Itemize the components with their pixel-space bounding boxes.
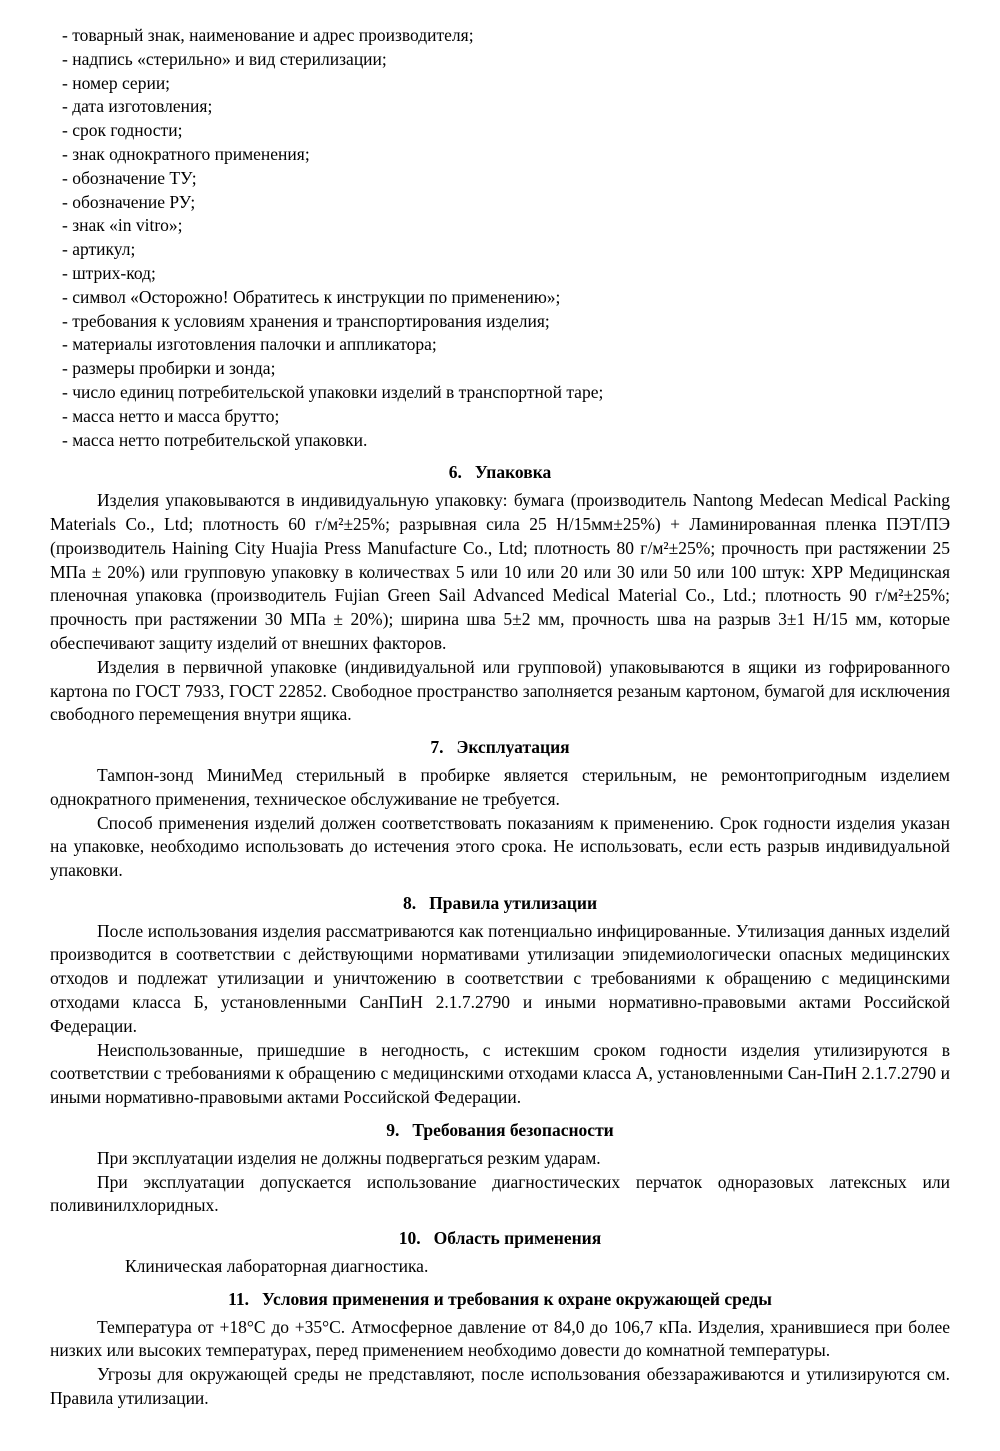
- list-item: - число единиц потребительской упаковки изделий в транспортной таре;: [62, 381, 604, 402]
- paragraph: При эксплуатации изделия не должны подвергаться резким ударам.: [97, 1147, 601, 1168]
- paragraph: При эксплуатации допускается использование диагностических перчаток одноразовых латексных или поливинилхлоридных.: [50, 1171, 950, 1216]
- section-operation: [50, 736, 950, 883]
- list-item: - обозначение РУ;: [62, 191, 196, 212]
- section-title-text: Правила утилизации: [429, 892, 598, 913]
- section-title-text: Условия применения и требования к охране окружающей среды: [261, 1288, 772, 1309]
- list-item: - символ «Осторожно! Обратитесь к инструкции по применению»;: [62, 286, 561, 307]
- section-heading-disposal: [50, 892, 950, 916]
- list-item: - обозначение ТУ;: [62, 167, 197, 188]
- marking-requirements-list: [50, 24, 950, 452]
- list-item: - срок годности;: [62, 120, 183, 141]
- list-item: - номер серии;: [62, 72, 171, 93]
- section-title-text: Область применения: [433, 1228, 602, 1249]
- paragraph: Способ применения изделий должен соответствовать показаниям к применению. Срок годности изделия указан на упаковке, необходимо использовать до истечения этого срока. Не использовать, если есть разрыв индивидуальной упаковки.: [50, 812, 950, 881]
- section-number: 8.: [402, 892, 417, 913]
- list-item: - товарный знак, наименование и адрес производителя;: [62, 25, 474, 45]
- section-heading-application-area: [50, 1227, 950, 1251]
- section-heading-environment: [50, 1288, 950, 1312]
- paragraph: Тампон-зонд МиниМед стерильный в пробирке является стерильным, не ремонтопригодным изделием однократного применения, техническое обслуживание не требуется.: [50, 764, 950, 809]
- section-title-text: Упаковка: [474, 462, 552, 483]
- section-number: 10.: [398, 1228, 421, 1249]
- list-item: - артикул;: [62, 239, 136, 260]
- list-item: - масса нетто и масса брутто;: [62, 405, 280, 426]
- section-application-area: [50, 1227, 950, 1279]
- list-item: - штрих-код;: [62, 262, 156, 283]
- list-item: - требования к условиям хранения и транспортирования изделия;: [62, 310, 550, 331]
- list-item: - размеры пробирки и зонда;: [62, 358, 276, 379]
- section-safety-requirements: [50, 1119, 950, 1218]
- section-heading-operation: [50, 736, 950, 760]
- section-number: 11.: [228, 1288, 249, 1309]
- paragraph: Неиспользованные, пришедшие в негодность, с истекшим сроком годности изделия утилизируются в соответствии с требованиями к обращению с медицинскими отходами класса А, установленными Сан-ПиН 2.1.7.2790 и иными нормативно-правовыми актами Российской Федерации.: [50, 1039, 950, 1108]
- section-title-text: Эксплуатация: [456, 737, 570, 758]
- paragraph: После использования изделия рассматриваются как потенциально инфицированные. Утилизация данных изделий производится в соответствии с действующими нормативами утилизации эпидемиологически опасных медицинских отходов и подлежат утилизации и уничтожению в соответствии с требованиями к обращению с медицинскими отходами класса Б, установленными СанПиН 2.1.7.2790 и иными нормативно-правовыми актами Российской Федерации.: [50, 920, 950, 1036]
- paragraph: Изделия упаковываются в индивидуальную упаковку: бумага (производитель Nantong Medecan Medical Packing Materials Co., Ltd; плотность 60 г/м²±25%; разрывная сила 25 Н/15мм±25%) + Ламинированная пленка ПЭТ/ПЭ (производитель Haining City Huajia Press Manufacture Co., Ltd; плотность 80 г/м²±25%; прочность при растяжении 25 МПа ± 20%) или групповую упаковку в количествах 5 или 10 или 20 или 30 или 50 или 100 штук: ХРР Медицинская пленочная упаковка (производитель Fujian Green Sail Advanced Medical Material Co., Ltd.; плотность 90 г/м²±25%; прочность при растяжении 30 МПа ± 20%); ширина шва 5±2 мм, прочность шва на разрыв 3±1 Н/15 мм, которые обеспечивают защиту изделий от внешних факторов.: [50, 490, 950, 653]
- list-item: - дата изготовления;: [62, 96, 213, 117]
- list-item: - знак «in vitro»;: [62, 215, 183, 236]
- list-item: - знак однократного применения;: [62, 143, 310, 164]
- paragraph: Клиническая лабораторная диагностика.: [125, 1256, 429, 1277]
- section-environment-conditions: [50, 1288, 950, 1411]
- section-number: 9.: [386, 1120, 400, 1141]
- section-number: 7.: [430, 737, 444, 758]
- section-number: 6.: [448, 462, 462, 483]
- section-disposal-rules: [50, 892, 950, 1110]
- paragraph: Изделия в первичной упаковке (индивидуальной или групповой) упаковываются в ящики из гофрированного картона по ГОСТ 7933, ГОСТ 22852. Свободное пространство заполняется резаным картоном, бумагой для исключения свободного перемещения внутри ящика.: [50, 656, 950, 725]
- list-item: - надпись «стерильно» и вид стерилизации;: [62, 48, 387, 69]
- section-title-text: Требования безопасности: [412, 1120, 614, 1141]
- list-item: - материалы изготовления палочки и аппликатора;: [62, 334, 437, 355]
- paragraph: Температура от +18°С до +35°С. Атмосферное давление от 84,0 до 106,7 кПа. Изделия, хранившиеся при более низких или высоких температурах, перед применением необходимо довести до комнатной температуры.: [50, 1316, 950, 1361]
- section-heading-packaging: [50, 461, 950, 485]
- paragraph: Угрозы для окружающей среды не представляют, после использования обеззараживаются и утилизируются см. Правила утилизации.: [50, 1364, 950, 1409]
- section-packaging: [50, 461, 950, 727]
- section-heading-safety: [50, 1119, 950, 1143]
- list-item: - масса нетто потребительской упаковки.: [62, 429, 368, 450]
